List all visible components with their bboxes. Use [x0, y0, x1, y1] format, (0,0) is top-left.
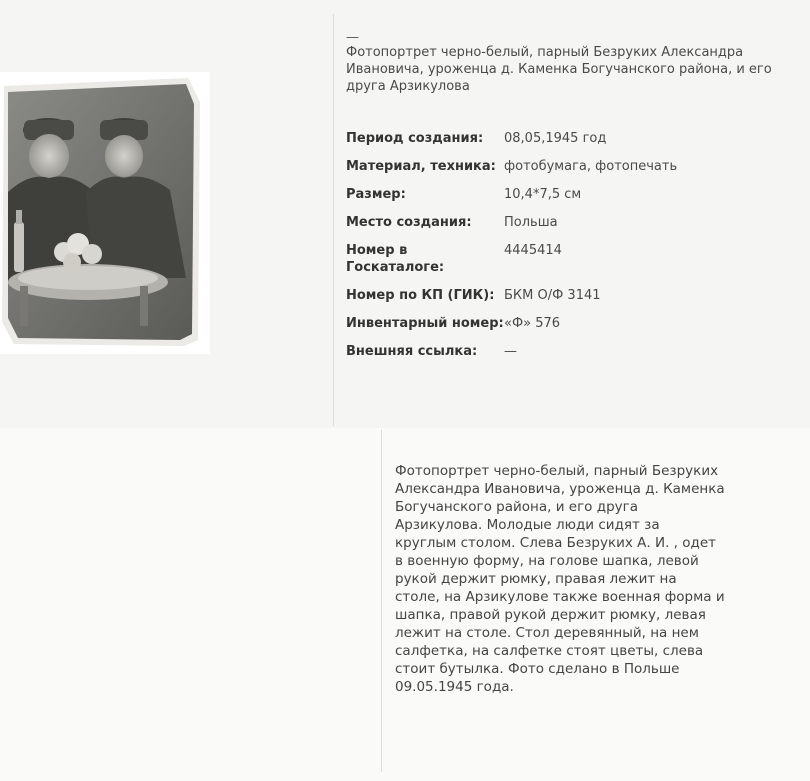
object-photo[interactable] [0, 72, 210, 354]
property-row [346, 242, 796, 287]
vintage-photo-image [0, 72, 210, 354]
external-link-value[interactable]: — [504, 344, 517, 359]
property-row [346, 158, 796, 186]
panel-divider [333, 14, 334, 426]
property-label: Номер по КП (ГИК): [346, 288, 495, 303]
description-divider [381, 430, 382, 772]
property-row [346, 343, 796, 371]
property-value: «Ф» 576 [504, 316, 561, 331]
object-description: Фотопортрет черно-белый, парный Безруких Александра Ивановича, уроженца д. Каменка Богучанского района, и его друга Арзикулова. Молодые люди сидят за круглым столом. Слева Безруких А. И. , одет в военную форму, на голове шапка, левой рукой держит рюмку, правая лежит на столе, на Арзикулове также военная форма и шапка, правой рукой держит рюмку, левая лежит на столе. Стол деревянный, на нем салфетка, на салфетке стоят цветы, слева стоит бутылка. Фото сделано в Польше 09.05.1945 года. [395, 463, 725, 695]
property-label: Материал, техника: [346, 159, 496, 174]
property-label: Инвентарный номер: [346, 316, 504, 331]
object-title: Фотопортрет черно-белый, парный Безруких Александра Ивановича, уроженца д. Каменка Богучанского района, и его друга Арзикулова [346, 45, 772, 94]
property-label: Номер в Госкаталоге: [346, 243, 445, 275]
properties-table [346, 130, 796, 371]
property-row [346, 315, 796, 343]
property-row [346, 287, 796, 315]
dash-mark: — [346, 30, 359, 45]
property-value: 4445414 [504, 243, 562, 258]
property-value: фотобумага, фотопечать [504, 159, 678, 174]
property-value: Польша [504, 215, 558, 230]
property-value: 10,4*7,5 см [504, 187, 582, 202]
property-value: БКМ О/Ф 3141 [504, 288, 601, 303]
property-label: Место создания: [346, 215, 472, 230]
property-label: Размер: [346, 187, 406, 202]
property-row [346, 130, 796, 158]
property-row [346, 214, 796, 242]
property-value: 08,05,1945 год [504, 131, 607, 146]
property-row [346, 186, 796, 214]
property-label: Период создания: [346, 131, 484, 146]
property-label: Внешняя ссылка: [346, 344, 478, 359]
